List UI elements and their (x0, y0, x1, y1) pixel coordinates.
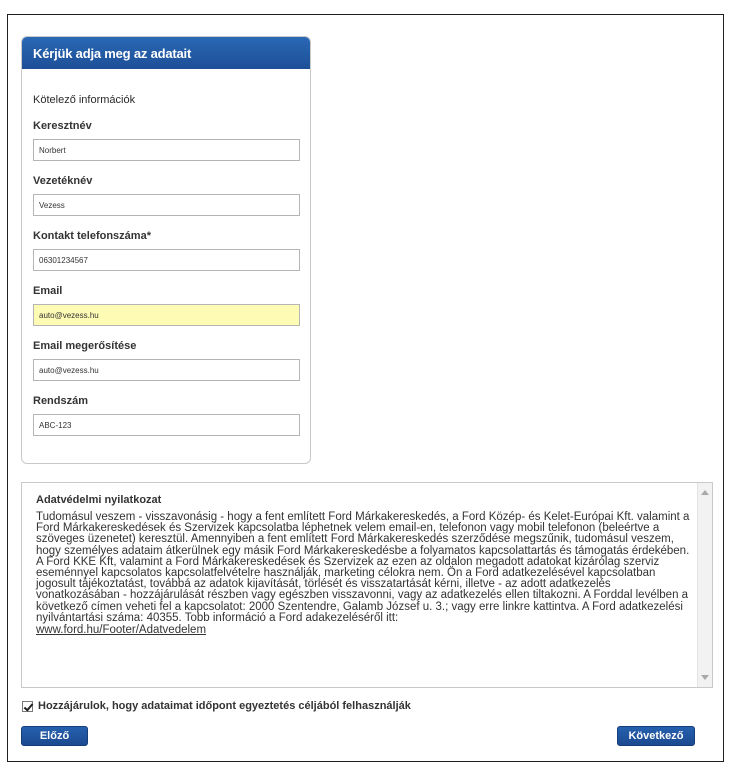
email-confirm-label: Email megerősítése (33, 340, 137, 352)
privacy-statement-box[interactable] (21, 482, 713, 688)
consent-row (22, 700, 411, 712)
privacy-policy-link[interactable]: www.ford.hu/Footer/Adatvedelem (36, 624, 207, 637)
privacy-title: Adatvédelmi nyilatkozat (36, 494, 162, 506)
form-body (22, 94, 310, 436)
required-info-note: Kötelező információk (33, 94, 136, 106)
privacy-text: Tudomásul veszem - visszavonásig - hogy a fent említett Ford Márkakereskedés, a Ford Közép- és Kelet-Európai Kft. valamint a Ford Márkakereskedések és Szervizek kapcsolatba léphetnek velem email-en, telefonon vagy mobil telefonon (beleértve a szöveges üzenetet) keresztül. Amennyiben a fent említett Ford Márkakereskedés szerződése megszűnik, tudomásul veszem, hogy személyes adataim átkerülnek egy másik Ford Márkakereskedésbe a folyamatos kapcsolattartás és támogatás érdekében. A Ford KKE Kft, valamint a Ford Márkakereskedések és Szervizek az ezen az oldalon megadott adatokat kizárólag szerviz eseménnyel kapcsolatos kapcsolatfelvételre használják, marketing célokra nem. Ön a Ford adatkezelésével kapcsolatban jogosult tájékoztatást, továbbá az adatok kijavítását, törlését és visszatartását kérni, illetve - az adott adatkezelés vonatkozásában - hozzájárulását részben vagy egészben visszavonni, vagy az adatkezelés ellen tiltakozni. A Forddal levélben a következő címen veheti fel a kapcsolatot: 2000 Szentendre, Galamb József u. 3.; vagy erre linkre kattintva. A Ford adatkezelési nyilvántartási száma: 40355. Tobb információ a Ford adakezeléséről itt: (36, 511, 690, 624)
phone-label: Kontakt telefonszáma* (33, 230, 151, 242)
license-plate-input[interactable] (33, 414, 300, 436)
privacy-content (36, 494, 690, 636)
first-name-label: Keresztnév (33, 120, 92, 132)
scroll-down-icon[interactable] (701, 675, 709, 680)
consent-label: Hozzájárulok, hogy adataimat időpont egyeztetés céljából felhasználják (38, 700, 411, 712)
first-name-input[interactable] (33, 139, 300, 161)
page-frame (7, 14, 724, 762)
contact-form-card (21, 36, 311, 464)
email-confirm-input[interactable] (33, 359, 300, 381)
privacy-scrollbar[interactable] (697, 483, 712, 687)
previous-button[interactable]: Előző (21, 726, 88, 746)
next-button[interactable]: Következő (617, 726, 695, 746)
last-name-input[interactable] (33, 194, 300, 216)
consent-checkbox[interactable] (22, 701, 33, 712)
form-title: Kérjük adja meg az adatait (22, 37, 310, 69)
email-input[interactable] (33, 304, 300, 326)
phone-input[interactable] (33, 249, 300, 271)
last-name-label: Vezetéknév (33, 175, 93, 187)
email-label: Email (33, 285, 63, 297)
license-plate-label: Rendszám (33, 395, 89, 407)
scroll-up-icon[interactable] (701, 490, 709, 495)
